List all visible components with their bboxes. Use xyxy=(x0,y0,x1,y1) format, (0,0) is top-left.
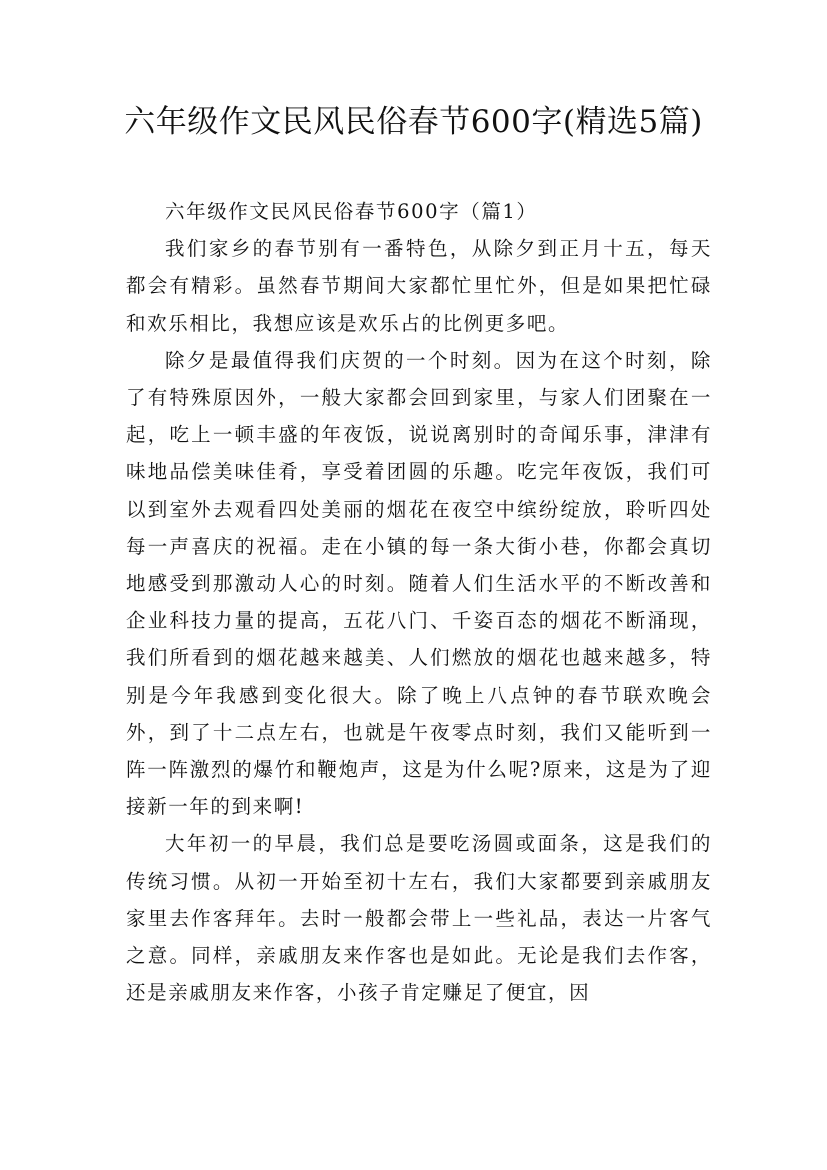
document-title: 六年级作文民风民俗春节600字(精选5篇) xyxy=(124,104,703,140)
paragraph-1: 我们家乡的春节别有一番特色，从除夕到正月十五，每天都会有精彩。虽然春节期间大家都忙里忙外，但是如果把忙碌和欢乐相比，我想应该是欢乐占的比例更多吧。 xyxy=(126,237,712,335)
section-heading: 六年级作文民风民俗春节600字（篇1） xyxy=(165,200,538,223)
paragraph-3: 大年初一的早晨，我们总是要吃汤圆或面条，这是我们的传统习惯。从初一开始至初十左右，我们大家都要到亲戚朋友家里去作客拜年。去时一般都会带上一些礼品，表达一片客气之意。同样，亲戚朋友来作客也是如此。无论是我们去作客，还是亲戚朋友来作客，小孩子肯定赚足了便宜，因 xyxy=(126,832,712,1005)
document-body xyxy=(126,193,712,1011)
paragraph-2: 除夕是最值得我们庆贺的一个时刻。因为在这个时刻，除了有特殊原因外，一般大家都会回到家里，与家人们团聚在一起，吃上一顿丰盛的年夜饭，说说离别时的奇闻乐事，津津有味地品偿美味佳肴，享受着团圆的乐趣。吃完年夜饭，我们可以到室外去观看四处美丽的烟花在夜空中缤纷绽放，聆听四处每一声喜庆的祝福。走在小镇的每一条大街小巷，你都会真切地感受到那激动人心的时刻。随着人们生活水平的不断改善和企业科技力量的提高，五花八门、千姿百态的烟花不断涌现，我们所看到的烟花越来越美、人们燃放的烟花也越来越多，特别是今年我感到变化很大。除了晚上八点钟的春节联欢晚会外，到了十二点左右，也就是午夜零点时刻，我们又能听到一阵一阵激烈的爆竹和鞭炮声，这是为什么呢?原来，这是为了迎接新一年的到来啊! xyxy=(126,348,712,819)
